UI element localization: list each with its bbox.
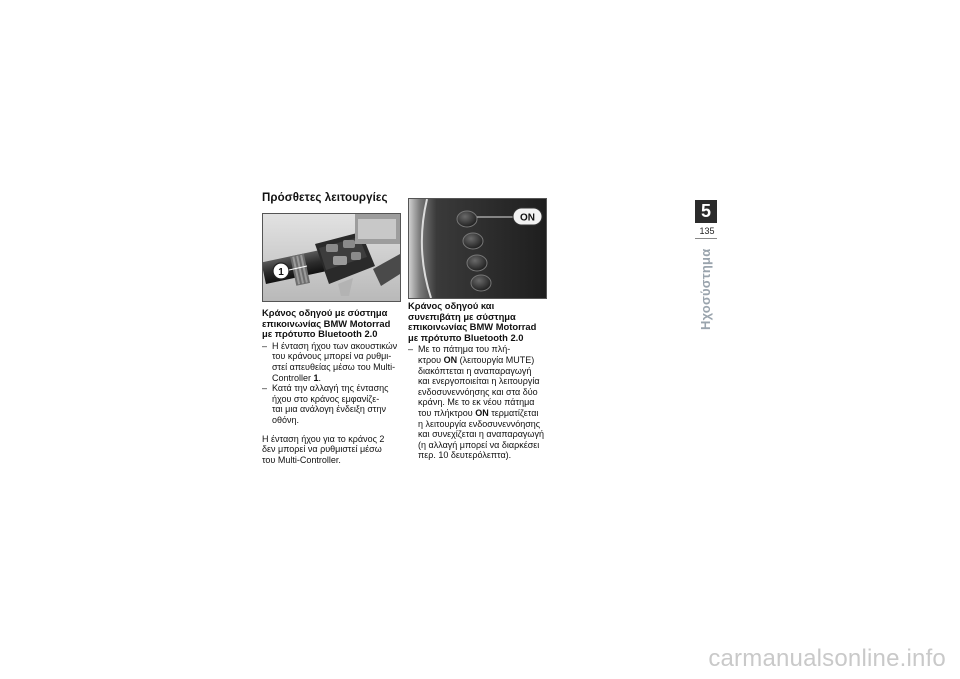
on-button-illustration — [409, 199, 546, 298]
chapter-number-tab: 5 — [695, 200, 717, 223]
text-line: η λειτουργία ενδοσυνεννόησης — [418, 418, 541, 429]
bullet-dash: – — [262, 340, 268, 351]
text-line: δεν μπορεί να ρυθμιστεί μέσω — [262, 444, 382, 455]
text-line: Η ένταση ήχου για το κράνος 2 — [262, 433, 385, 444]
text-fragment: τερματίζεται — [488, 407, 539, 418]
text-line: και συνεχίζεται η αναπαραγωγή — [418, 429, 544, 440]
text-line: (η αλλαγή μπορεί να διαρκέσει — [418, 439, 540, 450]
text-line — [418, 355, 558, 366]
left-bullet-volume — [262, 341, 404, 383]
on-key-label: ON — [443, 354, 458, 365]
bullet-dash: – — [262, 383, 268, 394]
text-line: περ. 10 δευτερόλεπτα). — [418, 450, 512, 461]
text-line — [418, 408, 558, 419]
text-fragment: (λειτουργία MUTE) — [457, 354, 535, 365]
left-subheading-line: επικοινωνίας BMW Motorrad — [262, 317, 391, 329]
multi-controller-photo — [262, 213, 401, 302]
text-fragment: Controller — [272, 372, 314, 383]
left-bullet-display — [262, 383, 404, 425]
text-line: διακόπτεται η αναπαραγωγή — [418, 365, 532, 376]
text-line: Κατά την αλλαγή της έντασης — [272, 383, 389, 394]
on-key-label: ON — [475, 407, 489, 418]
left-column — [262, 308, 404, 465]
callout-label-1: 1 — [278, 267, 284, 278]
chapter-name-vertical: Ηχοσύστημα — [698, 248, 713, 330]
right-subheading-line: συνεπιβάτη με σύστημα — [408, 310, 516, 322]
text-line: του κράνους μπορεί να ρυθμι- — [272, 351, 392, 362]
text-line: του Multi-Controller. — [262, 454, 341, 465]
text-line: κράνη. Με το εκ νέου πάτημα — [418, 397, 535, 408]
right-subheading-line: με πρότυπο Bluetooth 2.0 — [408, 331, 524, 343]
left-subheading — [262, 308, 404, 340]
text-fragment: κτρου — [418, 354, 444, 365]
right-subheading-line: επικοινωνίας BMW Motorrad — [408, 321, 537, 333]
section-title: Πρόσθετες λειτουργίες — [262, 192, 388, 204]
left-subheading-line: με πρότυπο Bluetooth 2.0 — [262, 328, 378, 340]
left-subheading-line: Κράνος οδηγού με σύστημα — [262, 307, 388, 318]
reference-number: 1 — [313, 372, 319, 383]
multi-controller-illustration — [263, 214, 400, 301]
on-button-photo — [408, 198, 547, 299]
right-bullet-mute — [408, 344, 558, 461]
text-line: ται μια ανάλογη ένδειξη στην — [272, 404, 386, 415]
text-line — [272, 373, 404, 384]
watermark-text: carmanualsonline.info — [708, 645, 946, 672]
page-number: 135 — [699, 226, 715, 236]
callout-label-on: ON — [520, 212, 535, 224]
text-line: και ενεργοποιείται η λειτουργία — [418, 376, 540, 387]
right-subheading-line: Κράνος οδηγού και — [408, 300, 495, 311]
text-line: οθόνη. — [272, 414, 300, 425]
text-line: Με το πάτημα του πλή- — [418, 344, 511, 355]
text-line: στεί απευθείας μέσω του Multi- — [272, 361, 396, 372]
right-column — [408, 301, 558, 461]
left-note-paragraph — [262, 434, 404, 466]
text-line: ήχου στο κράνος εμφανίζε- — [272, 393, 380, 404]
text-fragment: του πλήκτρου — [418, 407, 476, 418]
bullet-dash: – — [408, 344, 414, 355]
right-subheading — [408, 301, 558, 343]
chapter-divider — [695, 238, 717, 239]
text-line: Η ένταση ήχου των ακουστικών — [272, 340, 398, 351]
text-fragment: . — [318, 372, 322, 383]
text-line: ενδοσυνεννόησης και στα δύο — [418, 386, 538, 397]
